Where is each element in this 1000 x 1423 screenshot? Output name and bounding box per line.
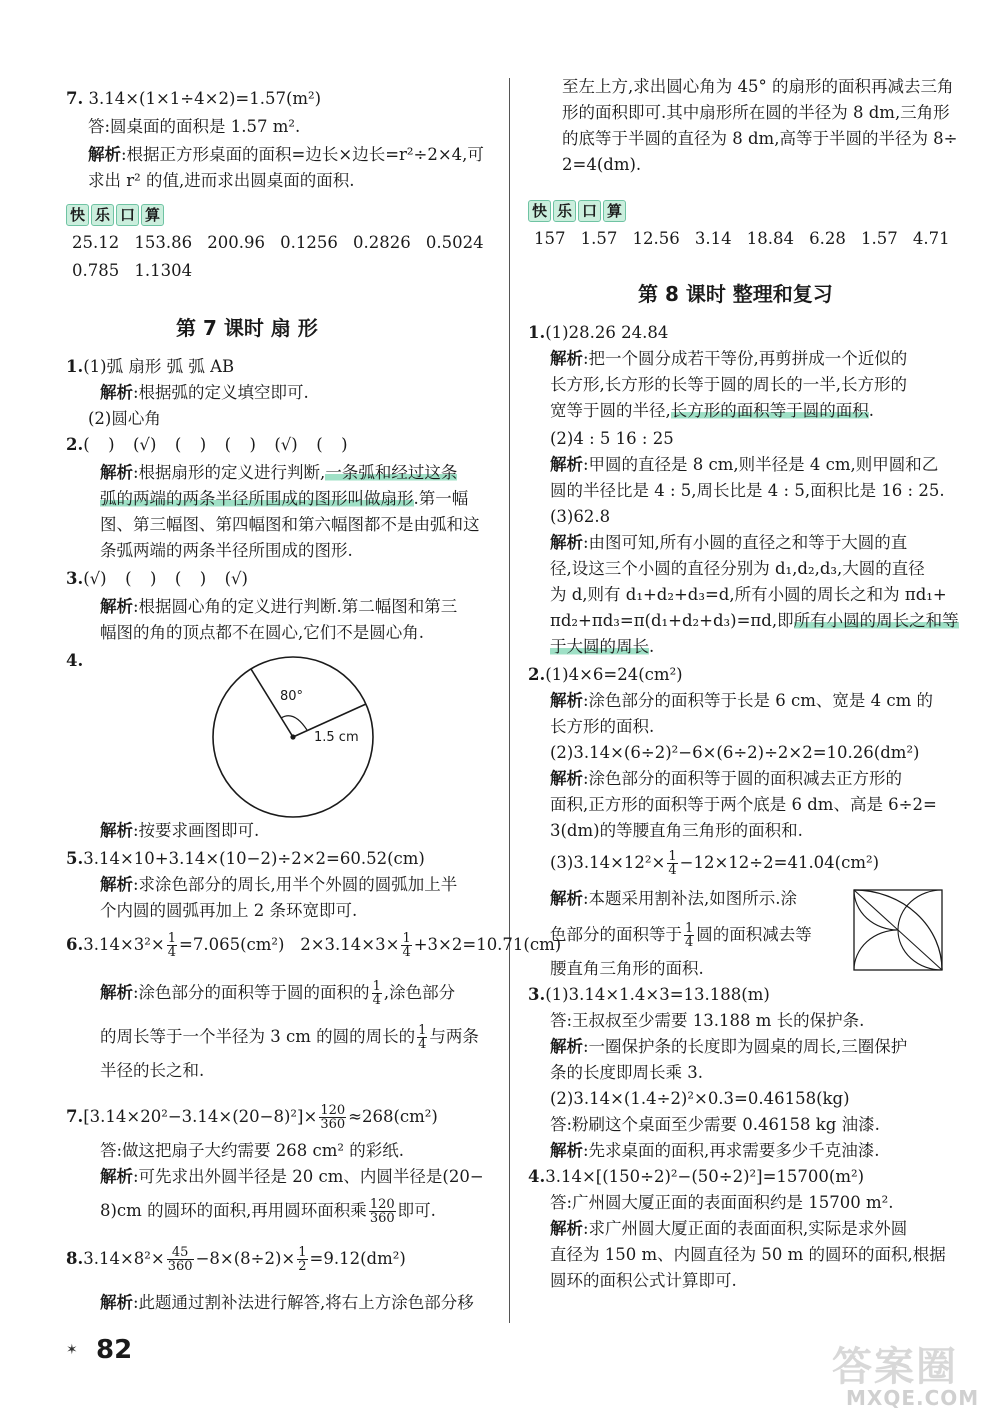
- jiexi-line: 的周长等于一个半径为 3 cm 的圆的周长的 $\frac{1}{4}$ 与两条: [100, 1023, 479, 1052]
- jiexi-line: 径,设这三个小圆的直径分别为 d₁,d₂,d₃,大圆的直径: [550, 559, 925, 578]
- jiexi-line: 幅图的角的顶点都不在圆心,它们不是圆心角.: [100, 623, 424, 642]
- jiexi-line: 解析:求涂色部分的周长,用半个外圆的圆弧加上半: [100, 875, 458, 894]
- answer-line: 答:做这把扇子大约需要 268 cm² 的彩纸.: [100, 1141, 405, 1160]
- question-3: 3.(1)3.14×1.4×3=13.188(m): [528, 985, 770, 1004]
- jiexi-line: πd₂+πd₃=π(d₁+d₂+d₃)=πd,即所有小圆的周长之和等: [550, 611, 959, 630]
- fraction: $\frac{45}{360}$: [167, 1245, 193, 1274]
- kuaile-kousuan-label: 快 乐 口 算: [66, 204, 164, 226]
- answer-line: 答:王叔叔至少需要 13.188 m 长的保护条.: [550, 1011, 865, 1030]
- angle-label: 80°: [280, 689, 304, 704]
- jiexi-line: 解析:根据正方形桌面的面积=边长×边长=r²÷2×4,可: [88, 145, 484, 164]
- jiexi-line: 宽等于圆的半径,长方形的面积等于圆的面积.: [550, 401, 874, 420]
- kuaile-kousuan-label: 快 乐 口 算: [528, 200, 626, 222]
- jiexi-line: 条弧两端的两条半径所围成的图形.: [100, 541, 353, 560]
- answer-line: 答:广州圆大厦正面的表面面积约是 15700 m².: [550, 1193, 894, 1212]
- kousuan-values-row: 157 1.57 12.56 3.14 18.84 6.28 1.57 4.71: [534, 229, 950, 248]
- radius-label: 1.5 cm: [314, 730, 359, 745]
- question-2: 2.(1)4×6=24(cm²): [528, 665, 683, 684]
- fraction: $\frac{1}{4}$: [372, 979, 381, 1008]
- answer-line: (2)3.14×(6÷2)²−6×(6÷2)÷2×2=10.26(dm²): [550, 743, 920, 762]
- jiexi-line: 8)cm 的圆环的面积,再用圆环面积乘 $\frac{120}{360}$ 即可.: [100, 1197, 436, 1226]
- jiexi-line: 解析:甲圆的直径是 8 cm,则半径是 4 cm,则甲圆和乙: [550, 455, 939, 474]
- jiexi-line: 圆的半径比是 4 : 5,周长比是 4 : 5,面积比是 16 : 25.: [550, 481, 945, 500]
- fraction: $\frac{1}{4}$: [402, 931, 411, 960]
- center-point: [290, 734, 295, 739]
- jiexi-line: 圆环的面积公式计算即可.: [550, 1271, 737, 1290]
- quarter-circle-diagram: [852, 888, 944, 972]
- jiexi-line: 解析:由图可知,所有小圆的直径之和等于大圆的直: [550, 533, 908, 552]
- star-icon: ✶: [66, 1342, 78, 1358]
- question-6: 6.3.14×3²× $\frac{1}{4}$ =7.065(cm²) 2×3.14×3× $\frac{1}{4}$ +3×2=10.71(cm): [66, 931, 562, 960]
- question-5: 5.3.14×10+3.14×(10−2)÷2×2=60.52(cm): [66, 849, 425, 868]
- continued-line: 2=4(dm).: [562, 155, 642, 174]
- jiexi-line: 解析:可先求出外圆半径是 20 cm、内圆半径是(20−: [100, 1167, 484, 1186]
- jiexi-line: 图、第三幅图、第四幅图和第六幅图都不是由弧和这: [100, 515, 480, 534]
- jiexi-line: 半径的长之和.: [100, 1061, 205, 1080]
- continued-line: 的底等于半圆的直径为 8 dm,高等于半圆的半径为 8÷: [562, 129, 958, 148]
- sector-circle-diagram: [208, 652, 378, 822]
- jiexi-line: 解析:涂色部分的面积等于长是 6 cm、宽是 4 cm 的: [550, 691, 934, 710]
- jiexi-line: 直径为 150 m、内圆直径为 50 m 的圆环的面积,根据: [550, 1245, 946, 1264]
- watermark-logo: 答案圈: [832, 1344, 958, 1390]
- jiexi-line: 个内圆的圆弧再加上 2 条环宽即可.: [100, 901, 358, 920]
- jiexi-line: 解析:按要求画图即可.: [100, 821, 260, 840]
- jiexi-line: 长方形,长方形的长等于圆的周长的一半,长方形的: [550, 375, 907, 394]
- answer-line: (3)3.14×12²× $\frac{1}{4}$ −12×12÷2=41.04(cm²): [550, 849, 880, 878]
- jiexi-line: 长方形的面积.: [550, 717, 655, 736]
- fraction: $\frac{1}{4}$: [418, 1023, 427, 1052]
- formula: 3.14×(1×1÷4×2)=1.57(m²): [88, 89, 322, 108]
- answer-line: (2)3.14×(1.4÷2)²×0.3=0.46158(kg): [550, 1089, 850, 1108]
- jiexi-line: 解析:先求桌面的面积,再求需要多少千克油漆.: [550, 1141, 880, 1160]
- lesson-7-title: 第 7 课时 扇 形: [176, 316, 318, 340]
- fraction: $\frac{120}{360}$: [320, 1103, 346, 1132]
- jiexi-line: 解析:把一个圆分成若干等份,再剪拼成一个近似的: [550, 349, 908, 368]
- jiexi-line: 解析:一圈保护条的长度即为圆桌的周长,三圈保护: [550, 1037, 908, 1056]
- jiexi-line: 面积,正方形的面积等于两个底是 6 dm、高是 6÷2=: [550, 795, 937, 814]
- jiexi-line: 条的长度即周长乘 3.: [550, 1063, 703, 1082]
- jiexi-line: 解析:本题采用割补法,如图所示.涂: [550, 889, 798, 908]
- jiexi-line: 弧的两端的两条半径所围成的图形叫做扇形.第一幅: [100, 489, 469, 508]
- answer-line: (2)4 : 5 16 : 25: [550, 429, 674, 448]
- column-divider: [509, 78, 510, 1323]
- question-1: 1.(1)28.26 24.84: [528, 323, 669, 342]
- fraction: $\frac{1}{2}$: [298, 1245, 307, 1274]
- question-7-prev: [66, 88, 321, 110]
- jiexi-line: 于大圆的周长.: [550, 637, 655, 656]
- question-4: 4.3.14×[(150÷2)²−(50÷2)²]=15700(m²): [528, 1167, 865, 1186]
- jiexi-line: 色部分的面积等于 $\frac{1}{4}$ 圆的面积减去等: [550, 921, 812, 950]
- continued-line: 至左上方,求出圆心角为 45° 的扇形的面积再减去三角: [562, 77, 954, 96]
- jiexi-line: 解析:涂色部分的面积等于圆的面积的 $\frac{1}{4}$ ,涂色部分: [100, 979, 456, 1008]
- jiexi-line: 解析:根据圆心角的定义进行判断.第二幅图和第三: [100, 597, 458, 616]
- jiexi-line: 解析:根据弧的定义填空即可.: [100, 383, 309, 402]
- question-4: 4.: [66, 651, 84, 670]
- kousuan-values-row: 0.785 1.1304: [72, 261, 193, 280]
- jiexi-line: 解析:涂色部分的面积等于圆的面积减去正方形的: [550, 769, 903, 788]
- jiexi-line: 解析:求广州圆大厦正面的表面面积,实际是求外圆: [550, 1219, 908, 1238]
- inner-arc: [898, 890, 942, 930]
- question-3: 3.(√) ( ) ( ) (√): [66, 569, 248, 588]
- lesson-8-title: 第 8 课时 整理和复习: [638, 282, 833, 306]
- continued-line: 形的面积即可.其中扇形所在圆的半径为 8 dm,三角形: [562, 103, 950, 122]
- answer-line: (2)圆心角: [88, 409, 161, 428]
- kousuan-values-row: 25.12 153.86 200.96 0.1256 0.2826 0.5024: [72, 233, 484, 252]
- fraction: $\frac{1}{4}$: [167, 931, 177, 960]
- watermark-url: MXQE.COM: [846, 1386, 980, 1410]
- answer-line: (3)62.8: [550, 507, 611, 526]
- page-number: 82: [96, 1335, 133, 1365]
- answer-line: 答:粉刷这个桌面至少需要 0.46158 kg 油漆.: [550, 1115, 880, 1134]
- jiexi-line: 为 d,则有 d₁+d₂+d₃=d,所有小圆的周长之和为 πd₁+: [550, 585, 947, 604]
- fraction: $\frac{120}{360}$: [369, 1197, 395, 1226]
- jiexi-line: 求出 r² 的值,进而求出圆桌面的面积.: [88, 171, 355, 190]
- answer-line: 答:圆桌面的面积是 1.57 m².: [88, 117, 301, 136]
- jiexi-line: 腰直角三角形的面积.: [550, 959, 704, 978]
- question-2: 2.( ) (√) ( ) ( ) (√) ( ): [66, 435, 348, 454]
- question-number: 7.: [66, 89, 84, 108]
- fraction: $\frac{1}{4}$: [668, 849, 677, 878]
- question-8: 8.3.14×8²× $\frac{45}{360}$ −8×(8÷2)× $\frac{1}{2}$ =9.12(dm²): [66, 1245, 406, 1274]
- question-1: 1.(1)弧 扇形 弧 弧 AB: [66, 357, 235, 376]
- jiexi-line: 解析:此题通过割补法进行解答,将右上方涂色部分移: [100, 1293, 474, 1312]
- question-7: 7.[3.14×20²−3.14×(20−8)²]× $\frac{120}{360}$ ≈268(cm²): [66, 1103, 438, 1132]
- jiexi-line: 解析:根据扇形的定义进行判断,一条弧和经过这条: [100, 463, 458, 482]
- fraction: $\frac{1}{4}$: [685, 921, 694, 950]
- inner-arc: [854, 930, 898, 970]
- jiexi-line: 3(dm)的等腰直角三角形的面积和.: [550, 821, 803, 840]
